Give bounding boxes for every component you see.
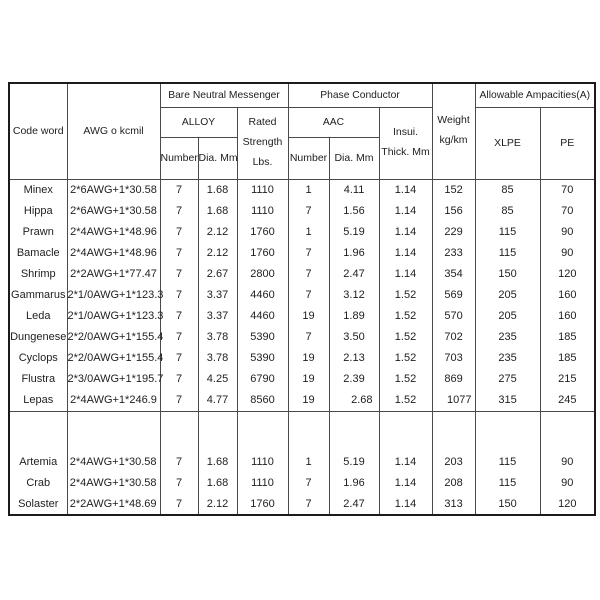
table-row [9,306,595,327]
cell-insulation-thickness: 1.14 [379,493,432,515]
cell-conductor-strand-count: 7 [288,243,329,264]
cell-conductor-diameter: 2.13 [329,348,379,369]
cell-code-word: Bamacle [9,243,67,264]
cell-conductor-strand-count: 1 [288,451,329,472]
empty-cell [288,411,329,451]
cell-rated-strength: 1110 [237,451,288,472]
cell-conductor-diameter: 3.50 [329,327,379,348]
cell-rated-strength: 2800 [237,264,288,285]
cell-pe-ampacity: 120 [540,264,595,285]
cell-conductor-diameter: 1.96 [329,472,379,493]
cell-conductor-diameter: 5.19 [329,451,379,472]
table-row [9,243,595,264]
header-insulation-thickness: Insui. Thick. Mm [379,107,432,179]
cell-insulation-thickness: 1.52 [379,327,432,348]
cell-awg-kcmil: 2*2AWG+1*77.47 [67,264,160,285]
table-row [9,285,595,306]
table-body-extra [9,411,595,515]
cell-awg-kcmil: 2*2AWG+1*48.69 [67,493,160,515]
cell-messenger-strand-count: 7 [160,327,198,348]
empty-cell [540,411,595,451]
cell-insulation-thickness: 1.14 [379,179,432,201]
empty-cell [329,411,379,451]
cell-conductor-diameter: 5.19 [329,222,379,243]
cell-messenger-diameter: 1.68 [198,179,237,201]
cell-code-word: Leda [9,306,67,327]
cell-conductor-diameter: 1.96 [329,243,379,264]
cell-awg-kcmil: 2*2/0AWG+1*155.4 [67,327,160,348]
table-row [9,348,595,369]
cell-messenger-diameter: 2.67 [198,264,237,285]
cell-messenger-diameter: 3.78 [198,327,237,348]
cell-pe-ampacity: 120 [540,493,595,515]
cell-insulation-thickness: 1.52 [379,369,432,390]
cell-messenger-strand-count: 7 [160,472,198,493]
cell-insulation-thickness: 1.52 [379,348,432,369]
cell-rated-strength: 1760 [237,222,288,243]
cell-messenger-diameter: 1.68 [198,451,237,472]
cell-xlpe-ampacity: 115 [475,451,540,472]
cell-pe-ampacity: 185 [540,327,595,348]
header-conductor-number: Number [288,137,329,179]
cell-pe-ampacity: 90 [540,222,595,243]
cell-xlpe-ampacity: 85 [475,201,540,222]
cell-rated-strength: 1760 [237,493,288,515]
header-messenger-number: Number [160,137,198,179]
cell-weight: 570 [432,306,475,327]
table-row [9,369,595,390]
cell-messenger-strand-count: 7 [160,306,198,327]
empty-cell [475,411,540,451]
cell-code-word: Minex [9,179,67,201]
cell-xlpe-ampacity: 85 [475,179,540,201]
cell-weight: 152 [432,179,475,201]
cell-messenger-diameter: 4.77 [198,390,237,412]
cell-xlpe-ampacity: 115 [475,472,540,493]
cell-awg-kcmil: 2*3/0AWG+1*195.7 [67,369,160,390]
cell-messenger-strand-count: 7 [160,369,198,390]
cell-conductor-diameter: 1.56 [329,201,379,222]
cell-weight: 208 [432,472,475,493]
cell-rated-strength: 4460 [237,285,288,306]
cell-messenger-strand-count: 7 [160,451,198,472]
cell-conductor-strand-count: 7 [288,493,329,515]
cell-pe-ampacity: 90 [540,243,595,264]
cell-insulation-thickness: 1.14 [379,451,432,472]
cell-weight: 569 [432,285,475,306]
table-body-main [9,179,595,411]
cell-messenger-diameter: 3.37 [198,285,237,306]
header-xlpe: XLPE [475,107,540,179]
cell-weight: 1077 [432,390,475,412]
cell-conductor-strand-count: 7 [288,327,329,348]
cell-awg-kcmil: 2*1/0AWG+1*123.3 [67,306,160,327]
cell-weight: 869 [432,369,475,390]
cell-conductor-strand-count: 19 [288,306,329,327]
cell-messenger-diameter: 2.12 [198,243,237,264]
cell-code-word: Cyclops [9,348,67,369]
cell-messenger-diameter: 3.78 [198,348,237,369]
cell-messenger-diameter: 3.37 [198,306,237,327]
cell-messenger-strand-count: 7 [160,390,198,412]
header-row-groups [9,83,595,107]
cell-xlpe-ampacity: 275 [475,369,540,390]
cell-messenger-diameter: 1.68 [198,472,237,493]
table-row [9,451,595,472]
header-awg-kcmil: AWG o kcmil [67,83,160,179]
empty-cell [67,411,160,451]
table-row [9,222,595,243]
cell-code-word: Prawn [9,222,67,243]
cell-xlpe-ampacity: 205 [475,285,540,306]
cell-xlpe-ampacity: 150 [475,493,540,515]
cell-messenger-diameter: 1.68 [198,201,237,222]
empty-cell [160,411,198,451]
cell-code-word: Crab [9,472,67,493]
empty-cell [237,411,288,451]
cell-messenger-strand-count: 7 [160,243,198,264]
cell-conductor-strand-count: 7 [288,201,329,222]
cell-awg-kcmil: 2*4AWG+1*246.9 [67,390,160,412]
cell-conductor-diameter: 2.68 [329,390,379,412]
cell-awg-kcmil: 2*4AWG+1*48.96 [67,243,160,264]
cell-rated-strength: 6790 [237,369,288,390]
cell-conductor-strand-count: 19 [288,348,329,369]
cell-weight: 156 [432,201,475,222]
cell-code-word: Artemia [9,451,67,472]
cell-xlpe-ampacity: 115 [475,222,540,243]
cell-weight: 203 [432,451,475,472]
cell-pe-ampacity: 70 [540,201,595,222]
cell-code-word: Dungenese [9,327,67,348]
header-allowable-ampacities: Allowable Ampacities(A) [475,83,595,107]
empty-cell [9,411,67,451]
cell-pe-ampacity: 90 [540,472,595,493]
header-bare-neutral-messenger: Bare Neutral Messenger [160,83,288,107]
cell-weight: 229 [432,222,475,243]
table-row [9,264,595,285]
cell-weight: 703 [432,348,475,369]
cell-messenger-diameter: 4.25 [198,369,237,390]
cell-messenger-strand-count: 7 [160,348,198,369]
cable-spec-table [8,82,596,516]
cell-messenger-strand-count: 7 [160,264,198,285]
header-code-word: Code word [9,83,67,179]
cell-insulation-thickness: 1.14 [379,264,432,285]
cell-code-word: Flustra [9,369,67,390]
cell-messenger-strand-count: 7 [160,222,198,243]
cell-code-word: Hippa [9,201,67,222]
cell-pe-ampacity: 185 [540,348,595,369]
cell-weight: 313 [432,493,475,515]
cell-rated-strength: 8560 [237,390,288,412]
cell-awg-kcmil: 2*1/0AWG+1*123.3 [67,285,160,306]
cell-code-word: Shrimp [9,264,67,285]
cell-insulation-thickness: 1.52 [379,285,432,306]
table-header [9,83,595,179]
cell-weight: 702 [432,327,475,348]
cell-awg-kcmil: 2*6AWG+1*30.58 [67,201,160,222]
cell-conductor-diameter: 3.12 [329,285,379,306]
cell-conductor-strand-count: 19 [288,369,329,390]
empty-cell [432,411,475,451]
header-rated-strength: Rated Strength Lbs. [237,107,288,179]
cell-messenger-diameter: 2.12 [198,493,237,515]
cell-messenger-strand-count: 7 [160,285,198,306]
cell-insulation-thickness: 1.14 [379,472,432,493]
cell-awg-kcmil: 2*4AWG+1*48.96 [67,222,160,243]
cell-insulation-thickness: 1.52 [379,390,432,412]
table-row [9,327,595,348]
cell-code-word: Lepas [9,390,67,412]
cell-messenger-strand-count: 7 [160,201,198,222]
empty-cell [379,411,432,451]
cell-rated-strength: 5390 [237,348,288,369]
cell-conductor-diameter: 2.47 [329,264,379,285]
cell-insulation-thickness: 1.14 [379,201,432,222]
table-row [9,472,595,493]
cell-pe-ampacity: 160 [540,285,595,306]
cell-awg-kcmil: 2*4AWG+1*30.58 [67,451,160,472]
cell-xlpe-ampacity: 115 [475,243,540,264]
header-aac: AAC [288,107,379,137]
header-pe: PE [540,107,595,179]
cell-weight: 354 [432,264,475,285]
cell-xlpe-ampacity: 150 [475,264,540,285]
cell-messenger-strand-count: 7 [160,493,198,515]
cell-xlpe-ampacity: 205 [475,306,540,327]
cell-conductor-strand-count: 1 [288,222,329,243]
cell-insulation-thickness: 1.52 [379,306,432,327]
table-row [9,493,595,515]
table-row [9,390,595,412]
empty-cell [198,411,237,451]
table-row [9,179,595,201]
cell-rated-strength: 4460 [237,306,288,327]
cell-pe-ampacity: 215 [540,369,595,390]
cell-code-word: Gammarus [9,285,67,306]
header-weight: Weight kg/km [432,83,475,179]
cell-conductor-strand-count: 19 [288,390,329,412]
cell-rated-strength: 1760 [237,243,288,264]
cell-pe-ampacity: 245 [540,390,595,412]
cell-pe-ampacity: 90 [540,451,595,472]
cell-insulation-thickness: 1.14 [379,243,432,264]
cell-rated-strength: 1110 [237,179,288,201]
cell-conductor-strand-count: 7 [288,472,329,493]
cell-rated-strength: 5390 [237,327,288,348]
cell-messenger-strand-count: 7 [160,179,198,201]
cell-awg-kcmil: 2*6AWG+1*30.58 [67,179,160,201]
cell-rated-strength: 1110 [237,472,288,493]
cell-code-word: Solaster [9,493,67,515]
cell-conductor-diameter: 1.89 [329,306,379,327]
empty-row [9,411,595,451]
header-messenger-dia: Dia. Mm [198,137,237,179]
table-row [9,201,595,222]
cell-conductor-strand-count: 1 [288,179,329,201]
cell-rated-strength: 1110 [237,201,288,222]
cell-conductor-strand-count: 7 [288,264,329,285]
cell-awg-kcmil: 2*2/0AWG+1*155.4 [67,348,160,369]
cell-conductor-diameter: 4.11 [329,179,379,201]
cell-weight: 233 [432,243,475,264]
cell-conductor-diameter: 2.39 [329,369,379,390]
cell-xlpe-ampacity: 315 [475,390,540,412]
cell-xlpe-ampacity: 235 [475,348,540,369]
cell-insulation-thickness: 1.14 [379,222,432,243]
header-conductor-dia: Dia. Mm [329,137,379,179]
cell-awg-kcmil: 2*4AWG+1*30.58 [67,472,160,493]
cell-messenger-diameter: 2.12 [198,222,237,243]
cell-pe-ampacity: 160 [540,306,595,327]
cell-conductor-diameter: 2.47 [329,493,379,515]
header-phase-conductor: Phase Conductor [288,83,432,107]
header-alloy: ALLOY [160,107,237,137]
cell-conductor-strand-count: 7 [288,285,329,306]
cell-pe-ampacity: 70 [540,179,595,201]
cell-xlpe-ampacity: 235 [475,327,540,348]
